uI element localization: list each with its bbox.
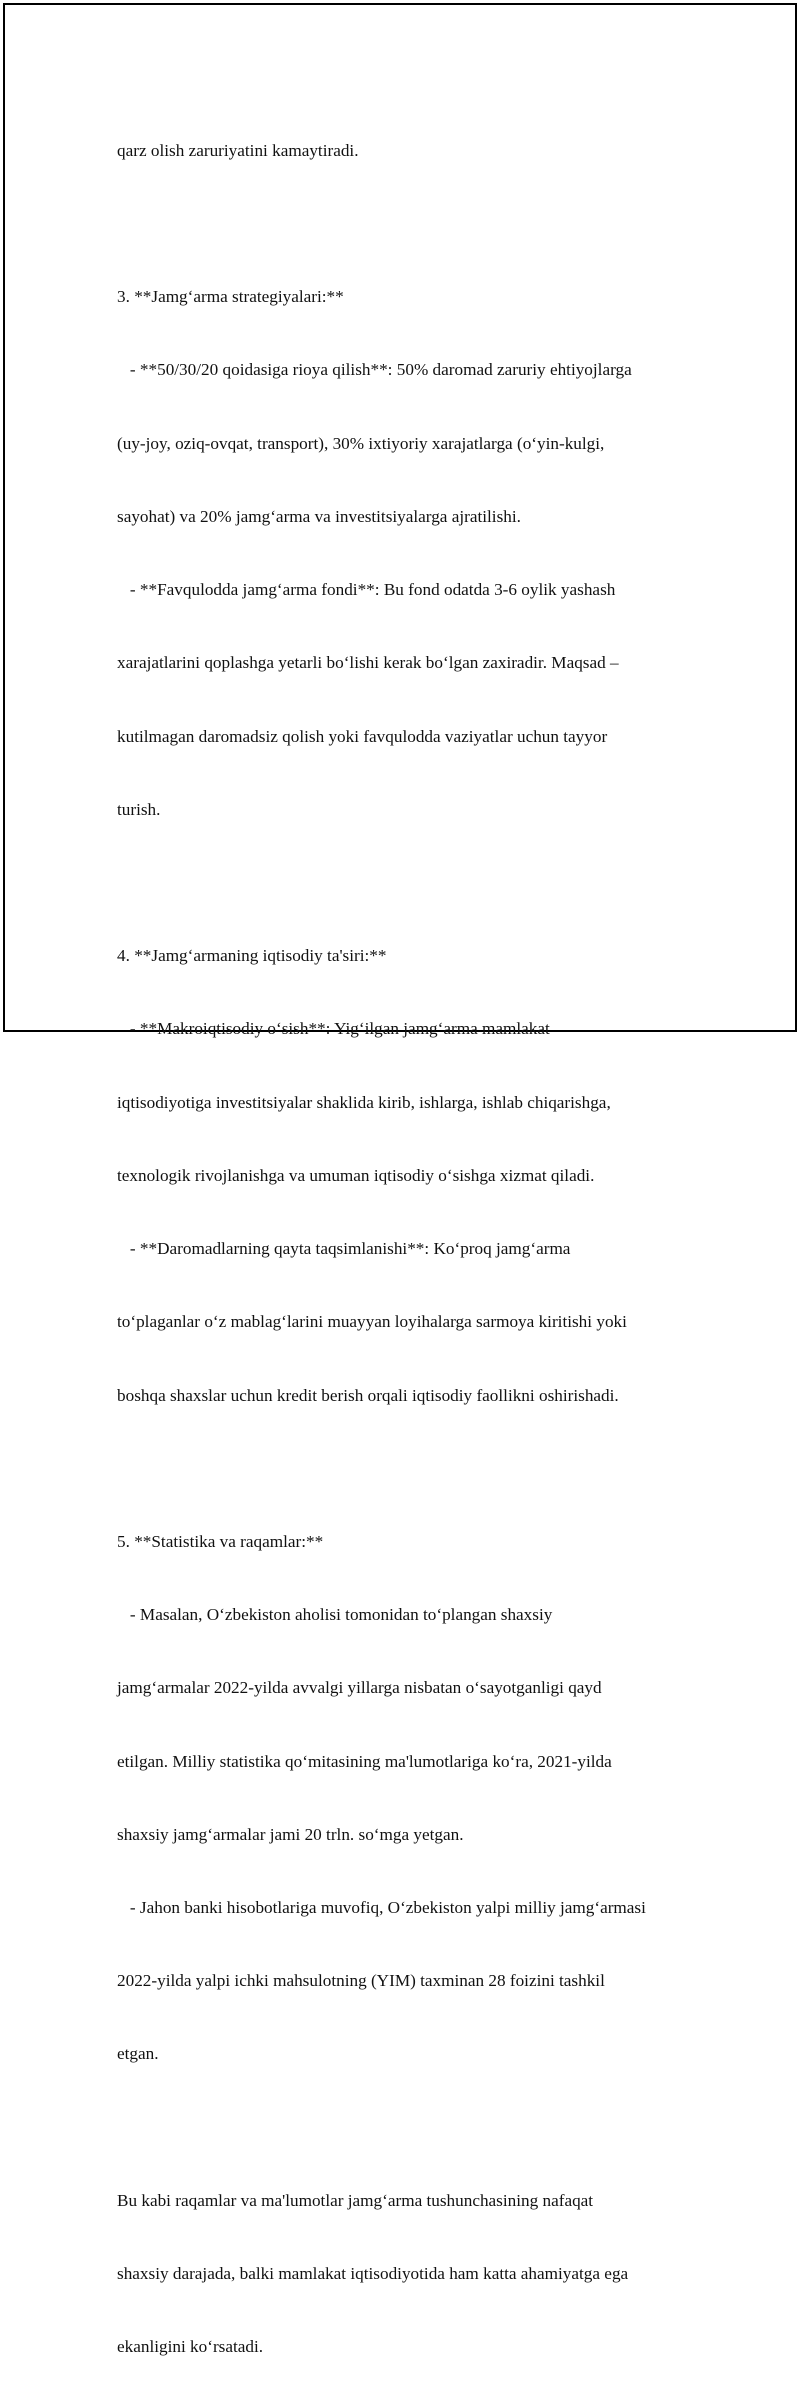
text-line: turish.: [117, 799, 161, 819]
text-line: etilgan. Milliy statistika qo‘mitasining ma'lumotlariga ko‘ra, 2021-yilda: [117, 1751, 612, 1771]
text-line: - **Favqulodda jamg‘arma fondi**: Bu fond odatda 3-6 oylik yashash: [117, 580, 616, 600]
document-body: [117, 90, 707, 2384]
text-line: sayohat) va 20% jamg‘arma va investitsiyalarga ajratilishi.: [117, 506, 521, 526]
section-heading: 5. **Statistika va raqamlar:**: [117, 1531, 324, 1551]
text-line: 2022-yilda yalpi ichki mahsulotning (YIM) taxminan 28 foizini tashkil: [117, 1971, 605, 1991]
text-line: texnologik rivojlanishga va umuman iqtisodiy o‘sishga xizmat qiladi.: [117, 1165, 595, 1185]
text-line: qarz olish zaruriyatini kamaytiradi.: [117, 140, 359, 160]
text-line: ekanligini ko‘rsatadi.: [117, 2337, 264, 2357]
text-line: (uy-joy, oziq-ovqat, transport), 30% ixtiyoriy xarajatlarga (o‘yin-kulgi,: [117, 433, 605, 453]
section-heading: 3. **Jamg‘arma strategiyalari:**: [117, 287, 344, 307]
text-line: - Masalan, O‘zbekiston aholisi tomonidan to‘plangan shaxsiy: [117, 1605, 553, 1625]
text-line: - **50/30/20 qoidasiga rioya qilish**: 50% daromad zaruriy ehtiyojlarga: [117, 360, 632, 380]
text-line: [117, 212, 707, 236]
text-line: boshqa shaxslar uchun kredit berish orqali iqtisodiy faollikni oshirishadi.: [117, 1385, 619, 1405]
text-line: Bu kabi raqamlar va ma'lumotlar jamg‘arma tushunchasining nafaqat: [117, 2190, 594, 2210]
text-line: - **Makroiqtisodiy o‘sish**: Yig‘ilgan jamg‘arma mamlakat: [117, 1019, 550, 1039]
text-line: etgan.: [117, 2044, 159, 2064]
text-line: kutilmagan daromadsiz qolish yoki favqulodda vaziyatlar uchun tayyor: [117, 726, 608, 746]
text-line: iqtisodiyotiga investitsiyalar shaklida kirib, ishlarga, ishlab chiqarishga,: [117, 1092, 611, 1112]
text-line: xarajatlarini qoplashga yetarli bo‘lishi kerak bo‘lgan zaxiradir. Maqsad –: [117, 653, 619, 673]
text-line: - Jahon banki hisobotlariga muvofiq, O‘zbekiston yalpi milliy jamg‘armasi: [117, 1898, 646, 1918]
text-line: jamg‘armalar 2022-yilda avvalgi yillarga nisbatan o‘sayotganligi qayd: [117, 1678, 602, 1698]
text-line: shaxsiy darajada, balki mamlakat iqtisodiyotida ham katta ahamiyatga ega: [117, 2264, 629, 2284]
text-line: [117, 871, 707, 895]
text-line: shaxsiy jamg‘armalar jami 20 trln. so‘mga yetgan.: [117, 1824, 464, 1844]
text-line: [117, 2116, 707, 2140]
text-line: to‘plaganlar o‘z mablag‘larini muayyan loyihalarga sarmoya kiritishi yoki: [117, 1312, 627, 1332]
text-line: [117, 1457, 707, 1481]
text-line: - **Daromadlarning qayta taqsimlanishi**: Ko‘proq jamg‘arma: [117, 1239, 571, 1259]
section-heading: 4. **Jamg‘armaning iqtisodiy ta'siri:**: [117, 946, 387, 966]
